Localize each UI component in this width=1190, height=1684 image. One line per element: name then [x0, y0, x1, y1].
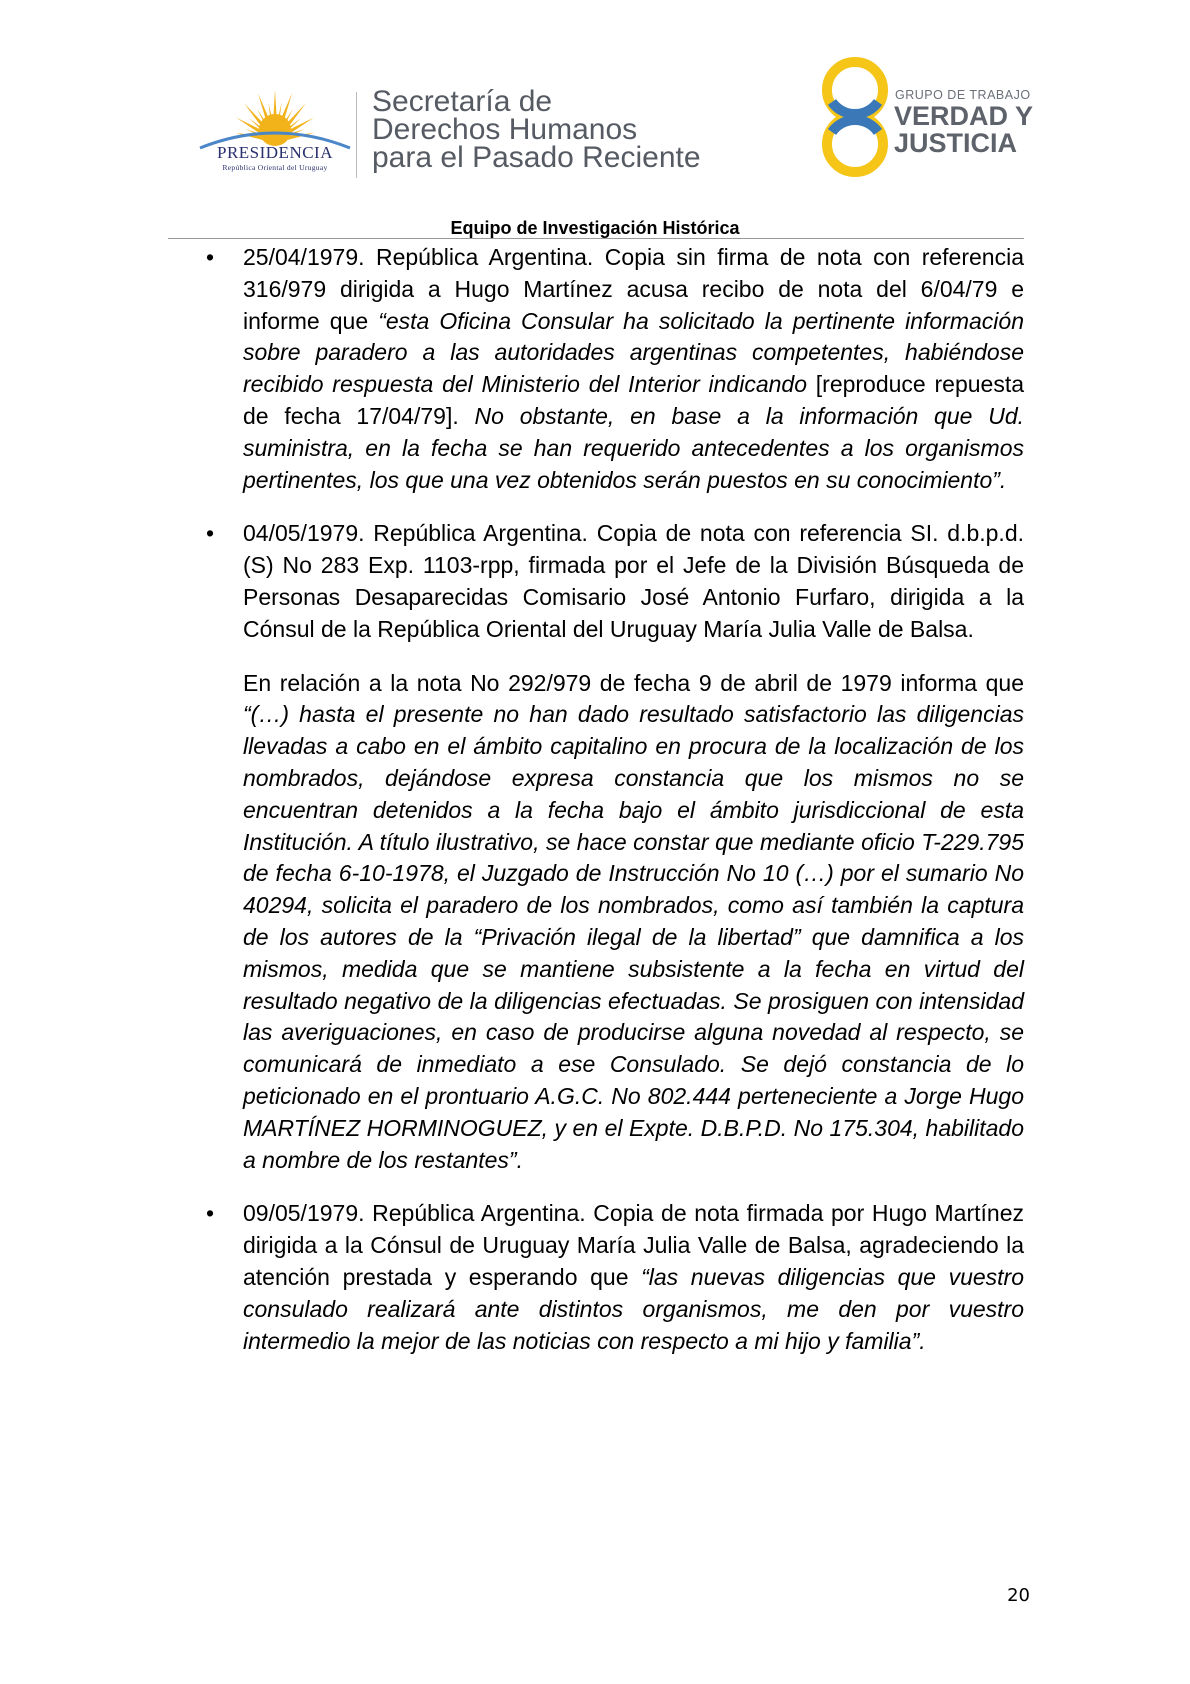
entry-text: En relación a la nota No 292/979 de fecha 9 de abril de 1979 informa que — [243, 669, 1024, 696]
grupo-small-label: GRUPO DE TRABAJO — [895, 88, 1031, 102]
entry-text: 25/04/1979. República Argentina. Copia sin firma de nota con referencia 316/979 dirigida a Hugo Martínez acusa recibo de nota del 6/04/79 e informe que — [243, 244, 1024, 334]
presidencia-label: PRESIDENCIA — [216, 143, 333, 162]
bullet: • — [206, 1200, 215, 1227]
list-item — [206, 518, 1024, 1176]
entry-quote: No obstante, en base a la información que Ud. suministra, en la fecha se han requerido antecedentes a los organismos pertinentes, los que una vez obtenidos serán puestos en su conocimiento”. — [243, 402, 1025, 493]
logo-divider — [356, 92, 357, 178]
list-item — [206, 1198, 1024, 1357]
entry-quote: “(…) hasta el presente no han dado resultado satisfactorio las diligencias llevadas a cabo en el ámbito capitalino en procura de la localización de los nombrados, dejándose expresa constancia que los mismos no se encuentran detenidos a la fecha bajo el ámbito jurisdiccional de esta Institución. A título ilustrativo, se hace constar que mediante oficio T-229.795 de fecha 6-10-1978, el Juzgado de Instrucción No 10 (…) por el sumario No 40294, solicita el paradero de los nombrados, como así también la captura de los autores de la “Privación ilegal de la libertad” que damnifica a los mismos, medida que se mantiene subsistente a la fecha en virtud del resultado negativo de la diligencias efectuadas. Se prosiguen con intensidad las averiguaciones, en caso de producirse alguna novedad al respecto, se comunicará de inmediato a ese Consulado. Se dejó constancia de lo peticionado en el prontuario A.G.C. No 802.444 perteneciente a Jorge Hugo MARTÍNEZ HORMINOGUEZ, y en el Expte. D.B.P.D. No 175.304, habilitado a nombre de los restantes”. — [243, 701, 1024, 1173]
entry-paragraph — [243, 1198, 1024, 1357]
justicia-line: JUSTICIA — [894, 128, 1018, 158]
verdad-justicia-rings-logo — [815, 52, 895, 182]
entry-quote: “las nuevas diligencias que vuestro consulado realizará ante distintos organismos, me den por vuestro intermedio la mejor de las noticias con respecto a mi hijo y familia”. — [243, 1263, 1024, 1354]
secretaria-line-2: Derechos Humanos — [372, 113, 638, 146]
list-item — [206, 242, 1025, 496]
team-title: Equipo de Investigación Histórica — [450, 218, 740, 238]
entry-quote: “esta Oficina Consular ha solicitado la pertinente información sobre paradero a las autoridades argentinas competentes, habiéndose recibido respuesta del Ministerio del Interior indicando — [243, 307, 1024, 398]
document-body — [206, 242, 1025, 1357]
entry-paragraph — [243, 668, 1024, 1177]
entry-text: [reproduce repuesta de fecha 17/04/79]. — [243, 371, 1024, 429]
page-number: 20 — [1007, 1585, 1030, 1606]
entry-paragraph — [243, 242, 1024, 496]
entry-paragraph: 04/05/1979. República Argentina. Copia de nota con referencia SI. d.b.p.d. (S) No 283 Exp. 1103-rpp, firmada por el Jefe de la División Búsqueda de Personas Desaparecidas Comisario José Antonio Furfaro, dirigida a la Cónsul de la República Oriental del Uruguay María Julia Valle de Balsa. — [243, 520, 1024, 642]
bullet: • — [206, 244, 215, 270]
verdad-line: VERDAD Y — [894, 101, 1034, 131]
page-header — [0, 0, 1190, 240]
entry-text: 09/05/1979. República Argentina. Copia de nota firmada por Hugo Martínez dirigida a la Cónsul de Uruguay María Julia Valle de Balsa, agradeciendo la atención prestada y esperando que — [243, 1200, 1024, 1290]
secretaria-line-1: Secretaría de — [372, 85, 553, 118]
bullet: • — [206, 520, 215, 547]
secretaria-line-3: para el Pasado Reciente — [372, 141, 701, 174]
header-rule — [168, 238, 1024, 239]
verdad-justicia-label — [894, 103, 1033, 157]
secretaria-title — [372, 85, 701, 174]
republica-label: República Oriental del Uruguay — [222, 163, 328, 172]
